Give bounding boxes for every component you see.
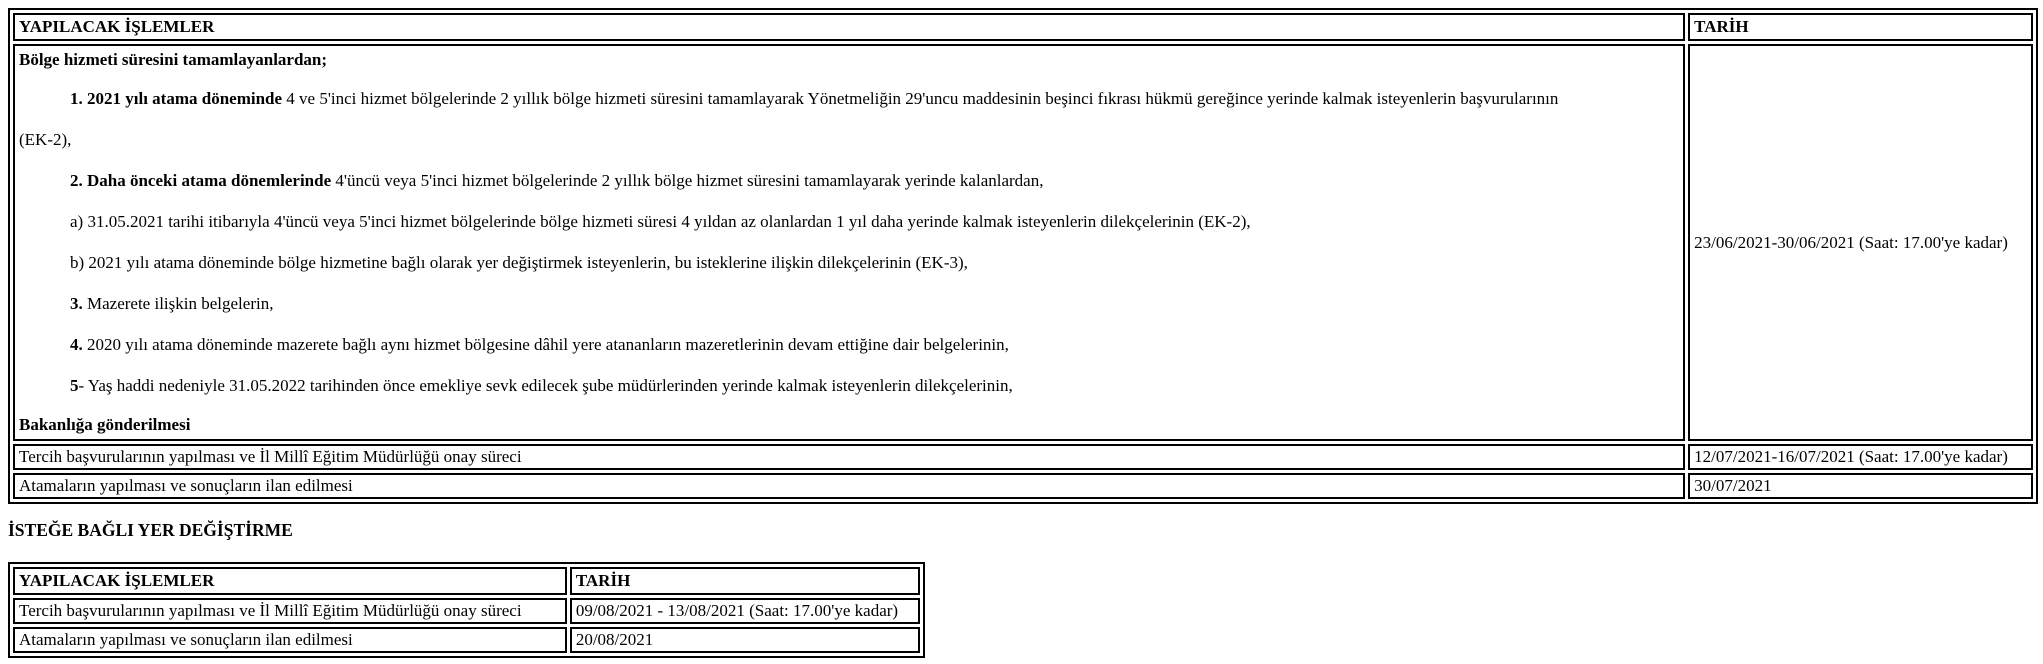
item-1-continuation: (EK-2), (19, 130, 72, 149)
item-3 (19, 294, 1681, 314)
item-2 (19, 171, 1681, 191)
column-header-date: TARİH (570, 567, 920, 595)
task-cell: Atamaların yapılması ve sonuçların ilan edilmesi (13, 473, 1685, 499)
date-cell: 30/07/2021 (1688, 473, 2033, 499)
section-heading: Bölge hizmeti süresini tamamlayanlardan; (19, 50, 328, 69)
item-3-label: 3. (70, 294, 83, 313)
table-row (13, 444, 2033, 470)
section-title-voluntary-transfer: İSTEĞE BAĞLI YER DEĞİŞTİRME (8, 520, 293, 540)
schedule-table-voluntary (8, 562, 925, 658)
schedule-table-regional (8, 8, 2038, 504)
date-cell: 12/07/2021-16/07/2021 (Saat: 17.00'ye kadar) (1688, 444, 2033, 470)
item-1-label: 1. 2021 yılı atama döneminde (70, 89, 283, 108)
item-5-label: 5 (70, 376, 79, 395)
task-cell: Tercih başvurularının yapılması ve İl Millî Eğitim Müdürlüğü onay süreci (13, 444, 1685, 470)
item-5-text: - Yaş haddi nedeniyle 31.05.2022 tarihinden önce emekliye sevk edilecek şube müdürlerinden yerinde kalmak isteyenlerin dilekçelerinin, (78, 376, 1013, 395)
task-description-cell (13, 44, 1685, 441)
item-2-text: 4'üncü veya 5'inci hizmet bölgelerinde 2 yıllık bölge hizmet süresini tamamlayarak yerinde kalanlardan, (331, 171, 1044, 190)
item-4-text: 2020 yılı atama döneminde mazerete bağlı aynı hizmet bölgesine dâhil yere atananların mazeretlerinin devam ettiğine dair belgelerinin, (82, 335, 1009, 354)
table-row (13, 598, 920, 624)
column-header-date: TARİH (1688, 13, 2033, 41)
column-header-tasks: YAPILACAK İŞLEMLER (13, 13, 1685, 41)
date-cell: 09/08/2021 - 13/08/2021 (Saat: 17.00'ye kadar) (570, 598, 920, 624)
item-2b: b) 2021 yılı atama döneminde bölge hizmetine bağlı olarak yer değiştirmek isteyenlerin, bu isteklerine ilişkin dilekçelerinin (EK-3), (70, 253, 968, 272)
item-3-text: Mazerete ilişkin belgelerin, (82, 294, 274, 313)
date-cell: 23/06/2021-30/06/2021 (Saat: 17.00'ye kadar) (1688, 44, 2033, 441)
table-row (13, 627, 920, 653)
table-header-row (13, 13, 2033, 41)
section-footer: Bakanlığa gönderilmesi (19, 415, 191, 434)
task-cell: Atamaların yapılması ve sonuçların ilan edilmesi (13, 627, 567, 653)
column-header-tasks: YAPILACAK İŞLEMLER (13, 567, 567, 595)
date-cell: 20/08/2021 (570, 627, 920, 653)
task-cell: Tercih başvurularının yapılması ve İl Millî Eğitim Müdürlüğü onay süreci (13, 598, 567, 624)
table-header-row (13, 567, 920, 595)
table-row (13, 473, 2033, 499)
item-2a: a) 31.05.2021 tarihi itibarıyla 4'üncü veya 5'inci hizmet bölgelerinde bölge hizmeti süresi 4 yıldan az olanlardan 1 yıl daha yerinde kalmak isteyenlerin dilekçelerinin (EK-2), (70, 212, 1251, 231)
table-row (13, 44, 2033, 441)
item-5 (19, 376, 1681, 396)
item-1 (19, 89, 1681, 109)
item-4 (19, 335, 1681, 355)
item-1-text: 4 ve 5'inci hizmet bölgelerinde 2 yıllık bölge hizmeti süresini tamamlayarak Yönetmeliğin 29'uncu maddesinin beşinci fıkrası hükmü gereğince yerinde kalmak isteyenlerin başvurularının (282, 89, 1559, 108)
item-4-label: 4. (70, 335, 83, 354)
item-2-label: 2. Daha önceki atama dönemlerinde (70, 171, 332, 190)
